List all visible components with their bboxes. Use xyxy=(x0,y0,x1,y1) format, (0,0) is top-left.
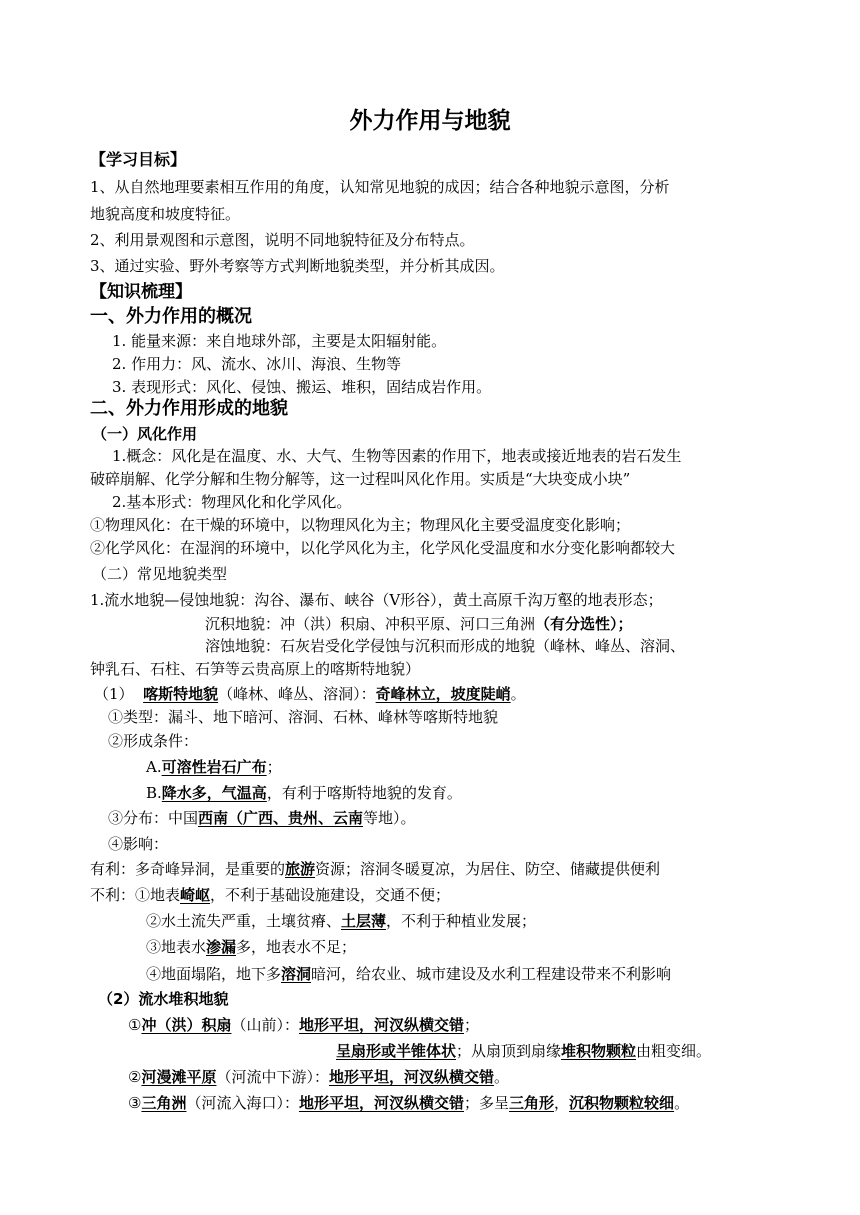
bad2-keyword: 土层薄 xyxy=(341,912,387,930)
distribution-end: 等地）。 xyxy=(363,809,416,827)
karst-end: 。 xyxy=(510,685,526,703)
floodplain-line xyxy=(128,1067,848,1087)
bad1-rest: ，不利于基础设施建设，交通不便； xyxy=(210,886,451,904)
bad3-keyword: 渗漏 xyxy=(206,938,237,956)
weathering-concept-b: 破碎崩解、化学分解和生物分解等，这一过程叫风化作用。实质是“大块变成小块” xyxy=(90,470,631,488)
fan-gradient-prefix: ；从扇顶到扇缘 xyxy=(456,1042,562,1060)
condition-b-end: ，有利于喀斯特地貌的发育。 xyxy=(266,784,462,802)
weathering-concept-a: 1.概念：风化是在温度、水、大气、生物等因素的作用下，地表或接近地表的岩石发生 xyxy=(112,447,682,465)
karst-condition-b xyxy=(146,783,846,803)
condition-a-label: A. xyxy=(146,758,162,776)
fluvial-deposit-line xyxy=(205,614,855,634)
delta-location: （河流入海口）： xyxy=(186,1094,299,1112)
part1-item-3: 3. 表现形式：风化、侵蚀、搬运、堆积，固结成岩作用。 xyxy=(112,378,492,396)
karst-paren: （峰林、峰丛、溶洞）： xyxy=(218,685,376,703)
knowledge-header: 【知识梳理】 xyxy=(90,282,192,302)
bad1-keyword: 崎岖 xyxy=(180,886,211,904)
karst-impact-label: ④影响： xyxy=(108,835,169,853)
karst-examples-line: 钟乳石、石柱、石笋等云贵高原上的喀斯特地貌） xyxy=(90,660,421,678)
fan-feature: 地形平坦，河汊纵横交错 xyxy=(298,1016,464,1034)
karst-distribution xyxy=(108,808,848,828)
objective-2: 2、利用景观图和示意图，说明不同地貌特征及分布特点。 xyxy=(90,231,475,249)
bad2-prefix: ②水土流失严重，土壤贫瘠、 xyxy=(146,912,342,930)
distribution-region: 西南（广西、贵州、云南 xyxy=(198,809,364,827)
bad4-rest: 暗河，给农业、城市建设及水利工程建设带来不利影响 xyxy=(311,965,672,983)
floodplain-location: （河流中下游）： xyxy=(216,1068,329,1086)
delta-marker: ③ xyxy=(128,1094,142,1112)
karst-impact-bad-3 xyxy=(146,937,846,957)
bad1-prefix: 不利：①地表 xyxy=(90,886,181,904)
fan-marker: ① xyxy=(128,1016,142,1034)
fan-name: 冲（洪）积扇 xyxy=(141,1016,232,1034)
bad2-rest: ，不利于种植业发展； xyxy=(386,912,537,930)
delta-end: 。 xyxy=(674,1094,690,1112)
delta-feature: 地形平坦，河汊纵横交错 xyxy=(298,1094,464,1112)
karst-impact-bad-4 xyxy=(146,964,846,984)
deposit-heading: （2）流水堆积地貌 xyxy=(98,990,229,1008)
bad4-prefix: ④地面塌陷，地下多 xyxy=(146,965,282,983)
karst-impact-bad-2 xyxy=(146,911,846,931)
fan-shape: 呈扇形或半锥体状 xyxy=(336,1042,457,1060)
fluvial-deposit-text: 沉积地貌：冲（洪）积扇、冲积平原、河口三角洲 xyxy=(205,615,536,633)
bad3-prefix: ③地表水 xyxy=(146,938,207,956)
floodplain-name: 河漫滩平原 xyxy=(141,1068,217,1086)
part1-heading: 一、外力作用的概况 xyxy=(90,306,252,327)
landforms-subheading: （二）常见地貌类型 xyxy=(92,565,228,583)
distribution-prefix: ③分布：中国 xyxy=(108,809,199,827)
karst-feature: 奇峰林立，坡度陡峭 xyxy=(375,685,511,703)
condition-b-text: 降水多，气温高 xyxy=(161,784,267,802)
delta-shape: 三角形 xyxy=(509,1094,555,1112)
floodplain-marker: ② xyxy=(128,1068,142,1086)
fluvial-erosion-line: 1.流水地貌—侵蚀地貌：沟谷、瀑布、峡谷（V形谷），黄土高原千沟万壑的地表形态； xyxy=(90,591,663,609)
bad4-keyword: 溶洞 xyxy=(281,965,312,983)
karst-solution-line: 溶蚀地貌：石灰岩受化学侵蚀与沉积而形成的地貌（峰林、峰丛、溶洞、 xyxy=(205,637,686,655)
objective-1b: 地貌高度和坡度特征。 xyxy=(90,205,241,223)
part1-item-1: 1. 能量来源：来自地球外部，主要是太阳辐射能。 xyxy=(112,332,447,350)
physical-weathering: ①物理风化：在干燥的环境中，以物理风化为主；物理风化主要受温度变化影响； xyxy=(90,516,631,534)
fluvial-deposit-note: （有分选性）； xyxy=(535,615,633,633)
karst-impact-good xyxy=(90,859,860,879)
alluvial-fan-line xyxy=(128,1015,848,1035)
good-prefix: 有利：多奇峰异洞，是重要的 xyxy=(90,860,286,878)
weathering-subheading: （一）风化作用 xyxy=(92,425,198,443)
fan-location: （山前）： xyxy=(231,1016,299,1034)
weathering-forms: 2.基本形式：物理风化和化学风化。 xyxy=(112,493,352,511)
chemical-weathering: ②化学风化：在湿润的环境中，以化学风化为主，化学风化受温度和水分变化影响都较大 xyxy=(90,539,676,557)
karst-name: 喀斯特地貌 xyxy=(143,685,219,703)
part1-item-2: 2. 作用力：风、流水、冰川、海浪、生物等 xyxy=(112,355,402,373)
good-keyword: 旅游 xyxy=(285,860,316,878)
objective-1a: 1、从自然地理要素相互作用的角度，认知常见地貌的成因；结合各种地貌示意图，分析 xyxy=(90,178,670,196)
document-title: 外力作用与地貌 xyxy=(349,108,511,134)
karst-heading-line xyxy=(94,684,854,704)
karst-number: （1） xyxy=(94,685,134,703)
delta-comma: ， xyxy=(554,1094,570,1112)
delta-line xyxy=(128,1093,853,1113)
part2-heading: 二、外力作用形成的地貌 xyxy=(90,398,288,419)
good-rest: 资源；溶洞冬暖夏凉，为居住、防空、储藏提供便利 xyxy=(315,860,661,878)
karst-types: ①类型：漏斗、地下暗河、溶洞、石林、峰林等喀斯特地貌 xyxy=(108,708,499,726)
fan-particles: 堆积物颗粒 xyxy=(561,1042,637,1060)
karst-impact-bad-1 xyxy=(90,885,860,905)
delta-shape-prefix: ；多呈 xyxy=(464,1094,510,1112)
floodplain-feature: 地形平坦，河汊纵横交错 xyxy=(328,1068,494,1086)
bad3-rest: 多，地表水不足； xyxy=(236,938,357,956)
condition-a-text: 可溶性岩石广布 xyxy=(161,758,267,776)
objective-3: 3、通过实验、野外考察等方式判断地貌类型，并分析其成因。 xyxy=(90,257,505,275)
alluvial-fan-shape-line xyxy=(336,1041,856,1061)
karst-conditions-label: ②形成条件： xyxy=(108,732,199,750)
condition-b-label: B. xyxy=(146,784,162,802)
delta-name: 三角洲 xyxy=(141,1094,187,1112)
karst-condition-a xyxy=(146,757,846,777)
floodplain-end: 。 xyxy=(494,1068,510,1086)
condition-a-end: ； xyxy=(266,758,282,776)
delta-particles: 沉积物颗粒较细 xyxy=(569,1094,675,1112)
fan-end: ； xyxy=(464,1016,480,1034)
fan-gradient-rest: 由粗变细。 xyxy=(636,1042,712,1060)
objectives-header: 【学习目标】 xyxy=(90,150,187,169)
